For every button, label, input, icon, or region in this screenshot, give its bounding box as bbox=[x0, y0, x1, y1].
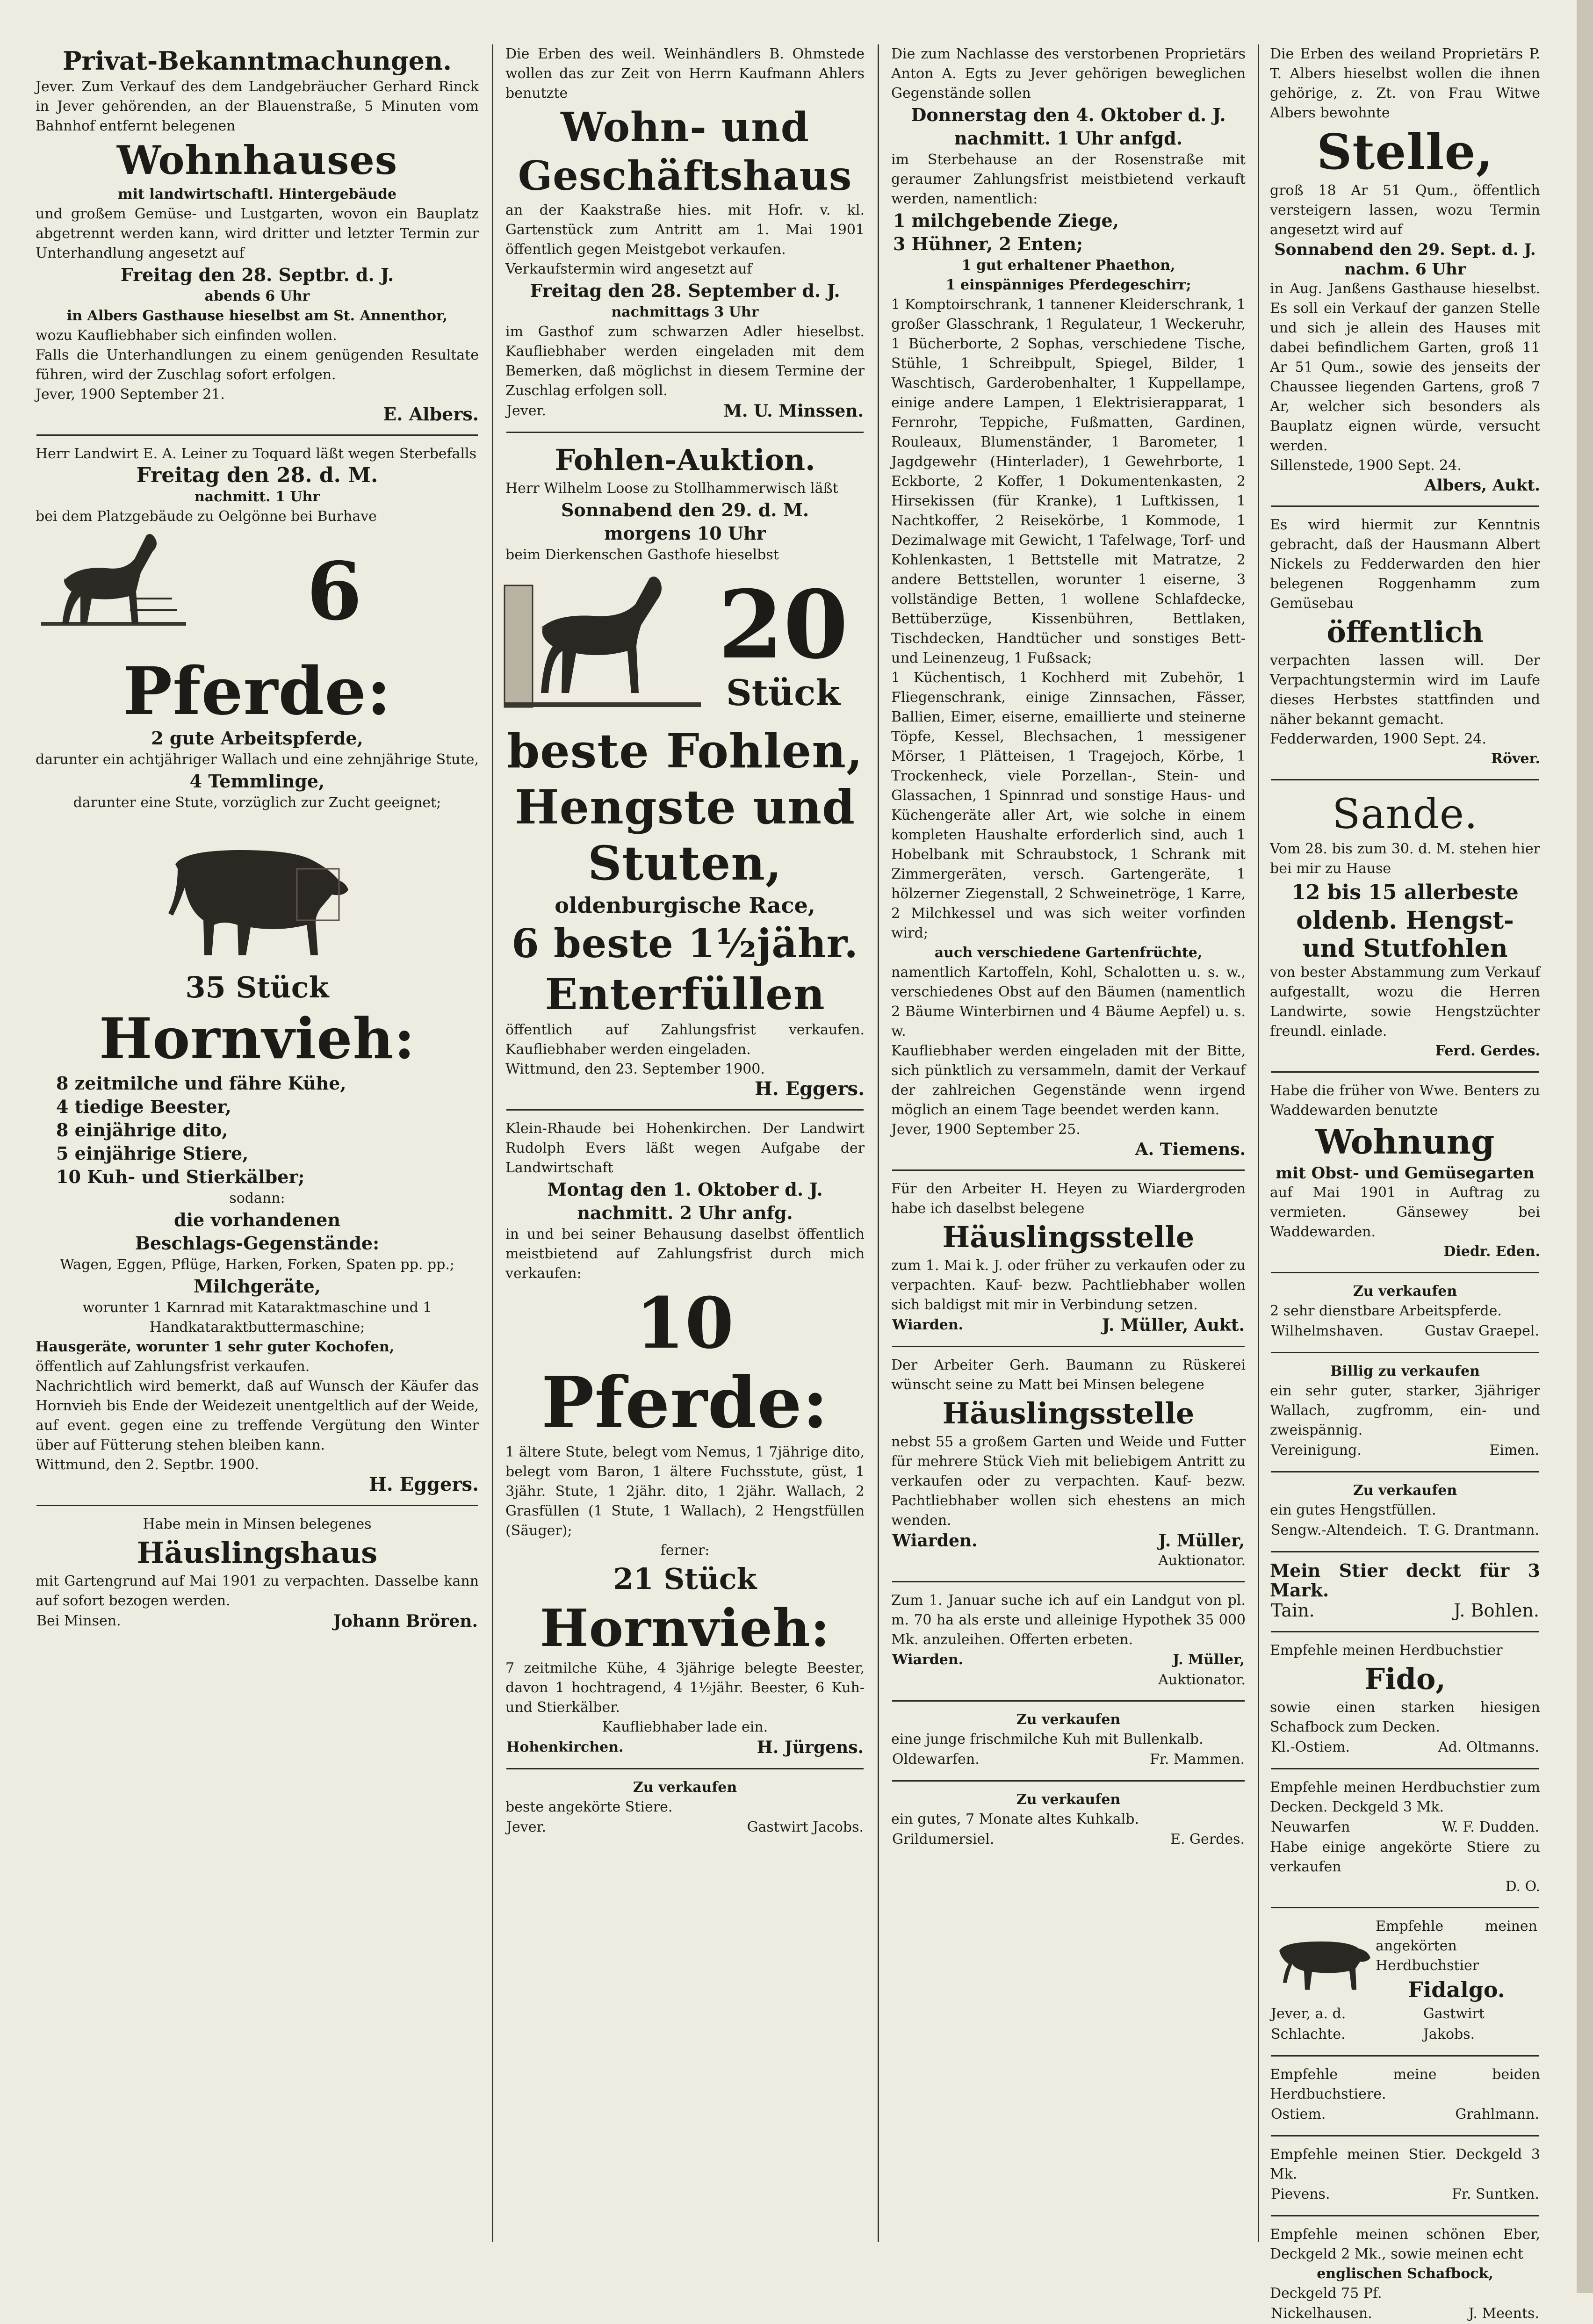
list-item: 2 gute Arbeitspferde, bbox=[151, 728, 363, 749]
ad-leiner-auction bbox=[33, 444, 482, 1494]
list-item: 1 gut erhaltener Phaethon, bbox=[961, 257, 1175, 274]
auction-time: abends 6 Uhr bbox=[204, 288, 310, 304]
ad-text: Empfehle meinen schönen Eber, Deckgeld 2 Mk., sowie meinen echt bbox=[1270, 2226, 1540, 2262]
ad-dateline: Sillenstede, 1900 Sept. 24. bbox=[1270, 457, 1462, 474]
ad-signer: T. G. Drantmann. bbox=[1418, 1522, 1539, 1538]
ad-text: ein gutes Hengstfüllen. bbox=[1270, 1502, 1436, 1518]
ad-text: ein gutes, 7 Monate altes Kuhkalb. bbox=[891, 1811, 1139, 1827]
ad-text: Wagen, Eggen, Pflüge, Harken, Forken, Spaten pp. pp.; bbox=[60, 1256, 454, 1273]
ad-place: Tain. bbox=[1271, 1600, 1315, 1621]
ad-title: Sande. bbox=[1332, 790, 1478, 838]
ad-title: Hengste und bbox=[515, 779, 855, 835]
ad-title: englischen Schafbock, bbox=[1317, 2266, 1493, 2282]
ad-separator bbox=[892, 1169, 1245, 1171]
ad-separator bbox=[506, 432, 864, 433]
ad-signer: J. Meents. bbox=[1468, 2305, 1539, 2322]
ad-separator bbox=[892, 1346, 1245, 1347]
bull-woodcut-icon bbox=[1270, 1927, 1373, 1993]
ad-text: öffentlich auf Zahlungsfrist verkaufen. bbox=[36, 1358, 310, 1375]
ad-haeuslingshaus bbox=[33, 1515, 482, 1631]
ad-signer: Johann Brören. bbox=[333, 1611, 478, 1631]
ad-place: Wiarden. bbox=[892, 1652, 964, 1668]
ad-text: worunter 1 Karnrad mit Kataraktmaschine und 1 Handkataraktbuttermaschine; bbox=[82, 1299, 432, 1335]
ad-text: Falls die Unterhandlungen zu einem genügenden Resultate führen, wird der Zuschlag sofort erfolgen. bbox=[36, 347, 479, 383]
ad-separator bbox=[1271, 2215, 1539, 2216]
ad-text: nebst 55 a großem Garten und Weide und Futter für mehrere Stück Vieh mit beliebigem Antritt zu verkaufen oder zu verpachten. Kauf- bezw. Pachtliebhaber wollen sich ehestens an mich wenden. bbox=[891, 1434, 1246, 1529]
column-rule bbox=[878, 44, 879, 2242]
ad-subtitle: die vorhandenen bbox=[174, 1209, 340, 1230]
ad-signer: Diedr. Eden. bbox=[1443, 1243, 1540, 1260]
ad-text: sodann: bbox=[229, 1190, 285, 1206]
list-item: 10 Kuh- und Stierkälber; bbox=[56, 1166, 305, 1187]
ad-separator bbox=[1271, 1272, 1539, 1273]
ad-title: Fidalgo. bbox=[1408, 1977, 1505, 2002]
ad-kuh-mammen bbox=[888, 1710, 1248, 1770]
ad-role: Auktionator. bbox=[1158, 1552, 1246, 1569]
ad-text: 7 zeitmilche Kühe, 4 3jährige belegte Beester, davon 1 hochtragend, 4 1½jähr. Beester, 6 Kuh- und Stierkälber. bbox=[505, 1660, 865, 1716]
ad-text: Verkaufstermin wird angesetzt auf bbox=[505, 261, 752, 277]
ad-place: Oldewarfen. bbox=[892, 1751, 980, 1768]
ad-egts-estate bbox=[888, 44, 1248, 1159]
column-rule bbox=[1258, 44, 1259, 2242]
ad-place: Wiarden. bbox=[892, 1317, 964, 1333]
ad-heading: Billig zu verkaufen bbox=[1330, 1363, 1480, 1379]
ad-text: Hausgeräte, worunter 1 sehr guter Kochofen, bbox=[36, 1339, 395, 1355]
ad-signer: Gastwirt Jakobs. bbox=[1423, 2006, 1485, 2043]
ad-separator bbox=[36, 1505, 478, 1506]
ad-text: Empfehle meinen Herdbuchstier bbox=[1270, 1642, 1503, 1659]
ad-title: Pferde: bbox=[123, 653, 391, 730]
list-item: 4 tiedige Beester, bbox=[56, 1096, 231, 1117]
ad-text: beste angekörte Stiere. bbox=[505, 1799, 673, 1815]
column-4 bbox=[1267, 44, 1543, 2322]
auction-date: Donnerstag den 4. Oktober d. J. bbox=[911, 104, 1226, 125]
ad-signer: Fr. Suntken. bbox=[1452, 2186, 1539, 2202]
ad-nickels-verpachtung bbox=[1267, 515, 1543, 769]
ad-heading: Zu verkaufen bbox=[1016, 1791, 1121, 1808]
ad-title: Fido, bbox=[1364, 1662, 1446, 1696]
ad-place: Wilhelmshaven. bbox=[1271, 1323, 1384, 1339]
ad-title: Häuslingshaus bbox=[137, 1536, 378, 1570]
ad-text: Jever. Zum Verkauf des dem Landgebräucher Gerhard Rinck in Jever gehörenden, an der Blauenstraße, 5 Minuten vom Bahnhof entfernt belegenen bbox=[36, 79, 479, 134]
ad-separator bbox=[1271, 1471, 1539, 1472]
ad-signer: J. Müller, Aukt. bbox=[1102, 1315, 1245, 1335]
ad-text: in Aug. Janßens Gasthause hieselbst. Es soll ein Verkauf der ganzen Stelle und sich je allein des Hauses mit dabei befindlichem Garten, groß 11 Ar 51 Qum., sowie des jenseits der Chaussee liegenden Gartens, groß 7 Ar, welcher sich besonders als Bauplatz eignen würde, versucht werden. bbox=[1270, 281, 1540, 454]
ad-subtitle: oldenb. Hengst- bbox=[1296, 906, 1514, 935]
auction-time: nachmittags 3 Uhr bbox=[611, 304, 759, 320]
ad-wohnung-eden bbox=[1267, 1081, 1543, 1262]
auction-place: bei dem Platzgebäude zu Oelgönne bei Burhave bbox=[36, 508, 377, 525]
ad-text: Empfehle meinen Herdbuchstier zum Decken. Deckgeld 3 Mk. bbox=[1270, 1779, 1540, 1815]
ad-hypothek bbox=[888, 1591, 1248, 1690]
list-item: 3 Hühner, 2 Enten; bbox=[893, 233, 1083, 254]
ad-text: 1 ältere Stute, belegt vom Nemus, 1 7jährige dito, belegt vom Baron, 1 ältere Fuchsstute, güst, 1 3jähr. Stute, 1 2jähr. dito, 1 2jähr. Wallach, 2 Grasfüllen (1 Stute, 1 Wallach), 2 Hengstfüllen (Säuger); bbox=[505, 1444, 865, 1539]
ad-subtitle: 12 bis 15 allerbeste bbox=[1291, 881, 1519, 904]
ad-title: 6 beste 1½jähr. bbox=[512, 920, 858, 967]
ad-text: an der Kaakstraße hies. mit Hofr. v. kl. Gartenstück zum Antritt am 1. Mai 1901 öffentlich gegen Meistgebot verkaufen. bbox=[505, 202, 865, 258]
list-item: 4 Temmlinge, bbox=[189, 771, 325, 792]
ad-separator bbox=[1271, 2135, 1539, 2136]
ad-text: Es wird hiermit zur Kenntnis gebracht, daß der Hausmann Albert Nickels zu Fedderwarden den hier belegenen Roggenhamm zum Gemüsebau bbox=[1270, 517, 1540, 612]
ad-signer: E. Albers. bbox=[383, 404, 479, 425]
ad-title: Wohnhauses bbox=[116, 137, 398, 183]
ad-subtitle: oldenburgische Race, bbox=[555, 893, 815, 918]
ad-separator bbox=[1271, 505, 1539, 507]
ad-place: Jever. bbox=[506, 1819, 547, 1835]
ad-subtitle: mit Obst- und Gemüsegarten bbox=[1276, 1164, 1535, 1183]
ad-heading: Zu verkaufen bbox=[633, 1779, 737, 1796]
ad-title: beste Fohlen, bbox=[507, 723, 863, 779]
ad-title: Fohlen-Auktion. bbox=[555, 443, 815, 477]
list-item: 1 einspänniges Pferdegeschirr; bbox=[945, 277, 1191, 293]
ad-signer: A. Tiemens. bbox=[1135, 1140, 1246, 1159]
ad-title: Hornvieh: bbox=[540, 1598, 830, 1658]
ad-text: und großem Gemüse- und Lustgarten, wovon ein Bauplatz abgetrennt werden kann, wird dritter und letzter Termin zur Unterhandlung angesetzt auf bbox=[36, 206, 479, 261]
ad-signer: Albers, Aukt. bbox=[1424, 476, 1540, 495]
ad-signer: J. Müller, bbox=[1173, 1652, 1245, 1668]
column-rule bbox=[492, 44, 493, 2242]
ad-place: Hohenkirchen. bbox=[506, 1739, 624, 1755]
auction-date: Freitag den 28. d. M. bbox=[136, 463, 378, 487]
horse-woodcut-icon bbox=[36, 528, 191, 655]
ad-separator bbox=[1271, 1551, 1539, 1552]
ad-place: Ostiem. bbox=[1271, 2106, 1326, 2122]
ad-heading: Zu verkaufen bbox=[1016, 1711, 1121, 1728]
ad-text: Empfehle meine beiden Herdbuchstiere. bbox=[1270, 2066, 1540, 2102]
ad-text: groß 18 Ar 51 Qum., öffentlich versteigern lassen, wozu Termin angesetzt wird auf bbox=[1270, 182, 1540, 238]
ad-title: 10 Pferde: bbox=[541, 1282, 829, 1444]
ad-place: Bei Minsen. bbox=[36, 1613, 121, 1629]
ad-kuhkalb-gerdes bbox=[888, 1790, 1248, 1850]
auction-time: nachmitt. 2 Uhr anfg. bbox=[577, 1202, 793, 1223]
cattle-list bbox=[56, 1072, 482, 1189]
unit-label: Stück bbox=[726, 672, 841, 714]
ad-separator bbox=[892, 1780, 1245, 1782]
ad-signer: M. U. Minssen. bbox=[723, 401, 864, 421]
ad-evers-auction bbox=[503, 1119, 867, 1758]
ad-text: ein sehr guter, starker, 3jähriger Wallach, zugfromm, ein- und zweispännig. bbox=[1270, 1383, 1540, 1438]
column-1 bbox=[33, 44, 482, 2270]
ad-text: Habe die früher von Wwe. Benters zu Waddewarden benutzte bbox=[1270, 1083, 1540, 1119]
ad-meents bbox=[1267, 2225, 1543, 2324]
ad-signer: J. Bohlen. bbox=[1454, 1600, 1539, 1621]
ad-signer: E. Gerdes. bbox=[1170, 1831, 1245, 1848]
ad-heading: Zu verkaufen bbox=[1353, 1283, 1457, 1299]
ad-fido bbox=[1267, 1641, 1543, 1758]
ad-dateline: Wittmund, den 23. September 1900. bbox=[505, 1061, 765, 1077]
ad-dateline: Fedderwarden, 1900 Sept. 24. bbox=[1270, 731, 1486, 747]
ad-suntken bbox=[1267, 2145, 1543, 2205]
ad-signer: Ferd. Gerdes. bbox=[1435, 1043, 1540, 1059]
ad-haeuslingsstelle-baumann bbox=[888, 1356, 1248, 1571]
section-header: Privat-Bekanntmachungen. bbox=[62, 46, 452, 76]
horse-woodcut-icon bbox=[505, 567, 701, 721]
ad-title: Häuslingsstelle bbox=[942, 1220, 1195, 1254]
ad-signer: W. F. Dudden. bbox=[1442, 1819, 1539, 1835]
ad-fidalgo bbox=[1267, 1917, 1543, 2045]
ad-place: Wiarden. bbox=[892, 1531, 978, 1551]
ad-dateline: Wittmund, den 2. Septbr. 1900. bbox=[36, 1457, 259, 1473]
ad-hengstfuellen bbox=[1267, 1481, 1543, 1541]
ad-title: öffentlich bbox=[1326, 615, 1484, 649]
ad-text: sowie einen starken hiesigen Schafbock zum Decken. bbox=[1270, 1699, 1540, 1735]
ad-signer: Gastwirt Jacobs. bbox=[747, 1819, 864, 1835]
ad-signer: Grahlmann. bbox=[1455, 2106, 1539, 2122]
ad-text: 1 Komptoirschrank, 1 tannener Kleiderschrank, 1 großer Glasschrank, 1 Regulateur, 1 Weckeruhr, 1 Bücherborte, 2 Sophas, verschiedene Tische, Stühle, 1 Schreibpult, Spiegel, Bilder, 1 Waschtisch, Garderobenhalter, 1 Kuppellampe, einige andere Lampen, 1 Elektrisierapparat, 1 Fernrohr, Teppiche, Fußmatten, Gardinen, Rouleaux, Blumenständer, 1 Barometer, 1 Jagdgewehr (Hinterlader), 1 Gewehrborte, 1 Eckborte, 2 Koffer, 1 Dokumentenkasten, 2 Hirsekissen (für Kranke), 1 Luftkissen, 1 Nachtkoffer, 2 Reisekörbe, 1 Kommode, 1 Dezimalwage mit Gewicht, 1 Tafelwage, Torf- und Kohlenkasten, 1 Bettstelle mit Matratze, 2 andere Bettstellen, worunter 1 eiserne, 3 vollständige Betten, 1 wollene Schlafdecke, Bettüberzüge, Kissenbühren, Bettlaken, Tischdecken, Handtücher und sonstiges Bett- und Leinenzeug, 1 Fußsack; bbox=[891, 296, 1246, 666]
list-item: 8 einjährige dito, bbox=[56, 1119, 228, 1140]
ad-fohlen-auktion bbox=[503, 441, 867, 1099]
ad-separator bbox=[1271, 1768, 1539, 1769]
ad-separator bbox=[1271, 2055, 1539, 2057]
ad-text: Kaufliebhaber lade ein. bbox=[602, 1719, 768, 1735]
ad-text: Habe mein in Minsen belegenes bbox=[143, 1516, 372, 1532]
ad-signer: Eimen. bbox=[1489, 1442, 1539, 1458]
ad-role: Auktionator. bbox=[1158, 1672, 1246, 1688]
auction-place: in Albers Gasthause hieselbst am St. Annenthor, bbox=[66, 308, 448, 324]
ad-text: im Sterbehause an der Rosenstraße mit geraumer Zahlungsfrist meistbietend verkauft werden, namentlich: bbox=[891, 152, 1246, 207]
ad-separator bbox=[506, 1109, 864, 1111]
ad-text: darunter eine Stute, vorzüglich zur Zucht geeignet; bbox=[73, 794, 441, 811]
auction-time: nachmitt. 1 Uhr anfgd. bbox=[954, 128, 1182, 149]
ad-separator bbox=[1271, 1352, 1539, 1353]
ad-text: mit Gartengrund auf Mai 1901 zu verpachten. Dasselbe kann auf sofort bezogen werden. bbox=[36, 1573, 479, 1609]
ad-text: darunter ein achtjähriger Wallach und eine zehnjährige Stute, bbox=[36, 751, 479, 768]
ad-stiere-jacobs bbox=[503, 1778, 867, 1838]
ad-text: Mein Stier deckt für 3 Mark. bbox=[1270, 1560, 1540, 1601]
ad-separator bbox=[1271, 779, 1539, 780]
ad-text: Habe einige angekörte Stiere zu verkaufen bbox=[1270, 1839, 1540, 1875]
auction-place: beim Dierkenschen Gasthofe hieselbst bbox=[505, 547, 779, 563]
ad-signer: Fr. Mammen. bbox=[1149, 1751, 1245, 1768]
ad-dateline: Jever, 1900 September 21. bbox=[36, 386, 225, 403]
ad-haeuslingsstelle-heyen bbox=[888, 1179, 1248, 1335]
cattle-count: 21 Stück bbox=[613, 1562, 757, 1596]
ad-subtitle: Milchgeräte, bbox=[193, 1276, 321, 1297]
ad-dudden bbox=[1267, 1778, 1543, 1897]
ad-place: Kl.-Ostiem. bbox=[1271, 1739, 1350, 1755]
ad-text: Kaufliebhaber werden eingeladen mit der Bitte, sich pünktlich zu versammeln, damit der Verkauf der zahlreichen Gegenstände wenn irgend möglich an einem Tage beendet werden kann. bbox=[891, 1043, 1246, 1118]
cow-woodcut-icon bbox=[147, 813, 367, 967]
list-item: 5 einjährige Stiere, bbox=[56, 1143, 249, 1164]
ad-grahlmann bbox=[1267, 2065, 1543, 2125]
ad-text: 1 Küchentisch, 1 Kochherd mit Zubehör, 1 Fliegenschrank, einige Zinnsachen, Fässer, Ballien, Eimer, eiserne, emaillierte und steinerne Töpfe, Kessel, Blechsachen, 1 messigener Mörser, 1 Plätteisen, 1 Tragejoch, Körbe, 1 Trockenheck, viele Porzellan-, Stein- und Glassachen, 1 Spinnrad und sonstige Haus- und Küchengeräte aller Art, wie solche in einem kompleten Haushalte erforderlich sind, auch 1 Hobelbank mit Schraubstock, 1 Schrank mit Zimmergeräten, versch. Gartengeräte, 1 hölzerner Ziegenstall, 2 Schweinetröge, 1 Karre, 2 Milchkessel und was sich weiter vorfinden wird; bbox=[891, 670, 1246, 941]
ad-separator bbox=[1271, 1631, 1539, 1632]
cattle-count: 35 Stück bbox=[185, 970, 329, 1004]
ad-sande-fohlen bbox=[1267, 789, 1543, 1061]
ad-title: Enterfüllen bbox=[545, 969, 825, 1019]
ad-text: Empfehle meinen angekörten Herdbuchstier bbox=[1376, 1918, 1537, 1974]
auction-date: Freitag den 28. September d. J. bbox=[530, 280, 840, 301]
newspaper-page bbox=[33, 44, 1543, 2322]
column-2 bbox=[503, 44, 867, 2270]
ad-signer: Ad. Oltmanns. bbox=[1438, 1739, 1539, 1755]
ad-text: Die Erben des weiland Proprietärs P. T. Albers hieselbst wollen die ihnen gehörige, z. Zt. von Frau Witwe Albers bewohnte bbox=[1270, 46, 1540, 121]
ad-separator bbox=[506, 1768, 864, 1769]
ad-subtitle: und Stutfohlen bbox=[1302, 934, 1508, 963]
ad-text: Der Arbeiter Gerh. Baumann zu Rüskerei wünscht seine zu Matt bei Minsen belegene bbox=[891, 1357, 1246, 1393]
ad-place: Jever. bbox=[506, 403, 547, 419]
ad-place: Nickelhausen. bbox=[1271, 2305, 1372, 2322]
ad-text: eine junge frischmilche Kuh mit Bullenkalb. bbox=[891, 1731, 1204, 1747]
ad-signer: Gustav Graepel. bbox=[1424, 1323, 1539, 1339]
ad-title: Hornvieh: bbox=[99, 1006, 416, 1072]
ad-text: Vom 28. bis zum 30. d. M. stehen hier bei mir zu Hause bbox=[1270, 841, 1540, 877]
ad-title: Wohn- und Geschäftshaus bbox=[518, 104, 852, 200]
ad-subtitle: auch verschiedene Gartenfrüchte, bbox=[934, 945, 1203, 961]
ad-text: verpachten lassen will. Der Verpachtungstermin wird im Laufe dieses Herbstes stattfinden und näher bekannt gemacht. bbox=[1270, 652, 1540, 728]
ad-text: auf Mai 1901 in Auftrag zu vermieten. Gänsewey bei Waddewarden. bbox=[1270, 1184, 1540, 1240]
ad-signer: H. Jürgens. bbox=[757, 1738, 864, 1757]
auction-time: morgens 10 Uhr bbox=[604, 523, 766, 544]
auction-date: Sonnabend den 29. d. M. bbox=[561, 499, 809, 520]
ad-wohnhaus-rinck bbox=[33, 44, 482, 424]
ad-text: Zum 1. Januar suche ich auf ein Landgut von pl. m. 70 ha als erste und alleinige Hypothek 35 000 Mk. anzuleihen. Offerten erbeten. bbox=[891, 1592, 1246, 1648]
ad-dateline: Jever, 1900 September 25. bbox=[891, 1121, 1081, 1138]
ad-text: 2 sehr dienstbare Arbeitspferde. bbox=[1270, 1303, 1502, 1319]
auction-date: Sonnabend den 29. Sept. d. J. bbox=[1274, 240, 1536, 259]
ad-albers-stelle bbox=[1267, 44, 1543, 495]
ad-signer: Röver. bbox=[1491, 751, 1540, 767]
ad-stier-bohlen bbox=[1267, 1561, 1543, 1621]
page-edge-shadow bbox=[1577, 0, 1593, 2293]
ad-text: Für den Arbeiter H. Heyen zu Wiardergroden habe ich daselbst belegene bbox=[891, 1181, 1246, 1217]
ad-wohn-geschaeftshaus bbox=[503, 44, 867, 421]
ad-text: Deckgeld 75 Pf. bbox=[1270, 2285, 1382, 2302]
ad-text: Die Erben des weil. Weinhändlers B. Ohmstede wollen das zur Zeit von Herrn Kaufmann Ahlers benutzte bbox=[505, 46, 865, 101]
ad-text: Klein-Rhaude bei Hohenkirchen. Der Landwirt Rudolph Evers läßt wegen Aufgabe der Landwirtschaft bbox=[505, 1120, 865, 1176]
ad-separator bbox=[892, 1700, 1245, 1702]
ad-place: Jever, a. d. Schlachte. bbox=[1271, 2006, 1346, 2043]
ad-place: Sengw.-Altendeich. bbox=[1271, 1522, 1407, 1538]
ad-title: Stuten, bbox=[588, 836, 782, 891]
ad-signer: J. Müller, bbox=[1158, 1531, 1245, 1551]
horse-count: 6 bbox=[306, 545, 362, 638]
ad-title: Häuslingsstelle bbox=[942, 1396, 1195, 1430]
auction-time: nachmitt. 1 Uhr bbox=[194, 489, 320, 505]
ad-text: im Gasthof zum schwarzen Adler hieselbst. Kaufliebhaber werden eingeladen mit dem Bemerken, daß möglichst in diesem Termine der Zuschlag erfolgen soll. bbox=[505, 324, 865, 399]
ad-separator bbox=[892, 1581, 1245, 1582]
auction-date: Freitag den 28. Septbr. d. J. bbox=[120, 264, 394, 285]
ad-text: in und bei seiner Behausung daselbst öffentlich meistbietend auf Zahlungsfrist durch mich verkaufen: bbox=[505, 1226, 865, 1282]
ad-title: Stelle, bbox=[1317, 123, 1493, 180]
auction-date: Montag den 1. Oktober d. J. bbox=[547, 1179, 823, 1200]
ad-heading: Zu verkaufen bbox=[1353, 1482, 1457, 1499]
ad-wallach bbox=[1267, 1362, 1543, 1461]
ad-arbeitspferde bbox=[1267, 1282, 1543, 1342]
ad-subtitle: Beschlags-Gegenstände: bbox=[135, 1233, 380, 1254]
list-item: 1 milchgebende Ziege, bbox=[893, 210, 1119, 231]
ad-text: namentlich Kartoffeln, Kohl, Schalotten u. s. w., verschiedenes Obst auf den Bäumen (namentlich 2 Bäume Winterbirnen und 4 Bäume Aepfel) u. s. w. bbox=[891, 964, 1246, 1039]
ad-text: Empfehle meinen Stier. Deckgeld 3 Mk. bbox=[1270, 2146, 1540, 2182]
ad-text: von bester Abstammung zum Verkauf aufgestallt, wozu die Herren Landwirte, sowie Hengstzüchter freundl. einlade. bbox=[1270, 964, 1540, 1039]
ad-signer: D. O. bbox=[1505, 1878, 1540, 1895]
ad-signer: H. Eggers. bbox=[368, 1473, 479, 1495]
ad-text: öffentlich auf Zahlungsfrist verkaufen. Kaufliebhaber werden eingeladen. bbox=[505, 1022, 865, 1058]
ad-title: Wohnung bbox=[1315, 1122, 1495, 1162]
ad-signer: H. Eggers. bbox=[754, 1078, 865, 1100]
ad-separator bbox=[1271, 1907, 1539, 1908]
ad-text: zum 1. Mai k. J. oder früher zu verkaufen oder zu verpachten. Kauf- bezw. Pachtliebhaber wollen sich baldigst mit mir in Verbindung setzen. bbox=[891, 1257, 1246, 1313]
ad-place: Pievens. bbox=[1271, 2186, 1330, 2202]
ad-separator bbox=[1271, 1071, 1539, 1073]
ad-text: Nachrichtlich wird bemerkt, daß auf Wunsch der Käufer das Hornvieh bis Ende der Weidezeit unentgeltlich auf der Weide, auf event. gegen eine zu treffende Vergütung den Winter über auf Fütterung stehen bleiben kann. bbox=[36, 1378, 479, 1453]
column-3 bbox=[888, 44, 1248, 2270]
list-item: 8 zeitmilche und fähre Kühe, bbox=[56, 1073, 346, 1094]
ad-separator bbox=[36, 434, 478, 436]
ad-place: Vereinigung. bbox=[1271, 1442, 1362, 1458]
ad-text: ferner: bbox=[660, 1542, 710, 1559]
ad-subtitle: mit landwirtschaftl. Hintergebäude bbox=[117, 186, 397, 202]
ad-text: Herr Landwirt E. A. Leiner zu Toquard läßt wegen Sterbefalls bbox=[36, 446, 477, 462]
foal-count: 20 bbox=[718, 570, 849, 680]
ad-text: Die zum Nachlasse des verstorbenen Proprietärs Anton A. Egts zu Jever gehörigen beweglichen Gegenstände sollen bbox=[891, 46, 1246, 101]
auction-time: nachm. 6 Uhr bbox=[1344, 260, 1466, 279]
ad-text: Herr Wilhelm Loose zu Stollhammerwisch läßt bbox=[505, 480, 838, 497]
ad-place: Neuwarfen bbox=[1271, 1819, 1350, 1835]
ad-text: wozu Kaufliebhaber sich einfinden wollen. bbox=[36, 327, 337, 344]
ad-place: Grildumersiel. bbox=[892, 1831, 995, 1848]
